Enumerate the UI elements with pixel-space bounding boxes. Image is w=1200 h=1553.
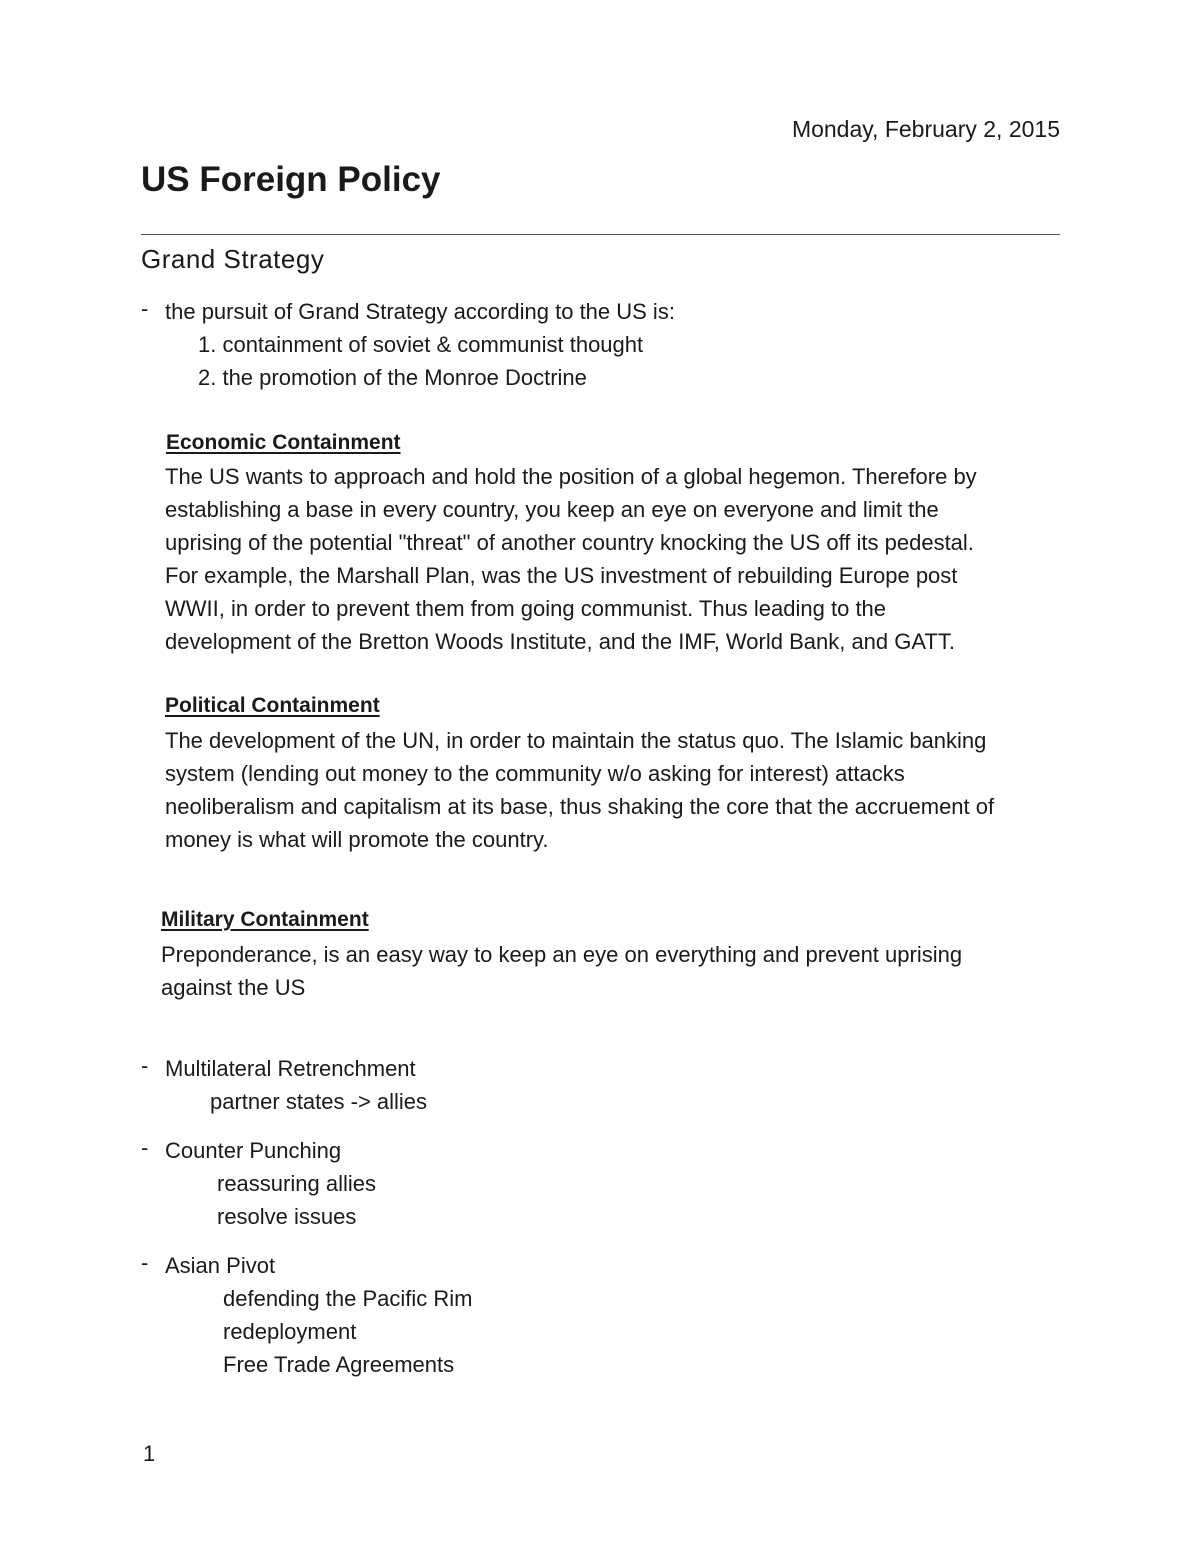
section-subtitle: Grand Strategy <box>141 244 325 274</box>
paragraph-line: development of the Bretton Woods Institute, and the IMF, World Bank, and GATT. <box>165 629 955 654</box>
military-containment-heading: Military Containment <box>161 908 369 931</box>
economic-containment-paragraph <box>165 460 977 658</box>
paragraph-line: Preponderance, is an easy way to keep an eye on everything and prevent uprising <box>161 942 963 967</box>
paragraph-line: The US wants to approach and hold the position of a global hegemon. Therefore by <box>165 464 977 489</box>
paragraph-line: against the US <box>161 975 306 1000</box>
economic-containment-heading: Economic Containment <box>166 431 401 454</box>
paragraph-line: system (lending out money to the community w/o asking for interest) attacks <box>165 761 905 786</box>
paragraph-line: The development of the UN, in order to maintain the status quo. The Islamic banking <box>165 728 987 753</box>
intro-item-1: 1. containment of soviet & communist thought <box>198 332 644 357</box>
paragraph-line: money is what will promote the country. <box>165 827 549 852</box>
paragraph-line: uprising of the potential "threat" of another country knocking the US off its pedestal. <box>165 530 974 555</box>
page-title: US Foreign Policy <box>141 160 441 199</box>
title-divider <box>141 234 1060 235</box>
political-containment-paragraph <box>165 724 994 856</box>
bullet-sub-item: Free Trade Agreements <box>223 1352 455 1377</box>
paragraph-line: For example, the Marshall Plan, was the US investment of rebuilding Europe post <box>165 563 958 588</box>
bullet-sub-item: partner states -> allies <box>210 1089 428 1114</box>
political-containment-heading: Political Containment <box>165 694 380 717</box>
bullet-dash: - <box>141 1135 149 1160</box>
bullet-dash: - <box>141 296 149 321</box>
bullet-label: Multilateral Retrenchment <box>165 1056 416 1081</box>
military-containment-paragraph <box>161 938 962 1004</box>
bullet-dash: - <box>141 1053 149 1078</box>
page-number: 1 <box>143 1441 156 1466</box>
bullet-label: Counter Punching <box>165 1138 342 1163</box>
bullet-sub-item: defending the Pacific Rim <box>223 1286 473 1311</box>
document-date: Monday, February 2, 2015 <box>791 116 1060 142</box>
bullet-sub-item: reassuring allies <box>217 1171 376 1196</box>
bullet-dash: - <box>141 1250 149 1275</box>
paragraph-line: establishing a base in every country, you keep an eye on everyone and limit the <box>165 497 939 522</box>
bullet-sub-item: resolve issues <box>217 1204 357 1229</box>
intro-item-2: 2. the promotion of the Monroe Doctrine <box>198 365 587 390</box>
paragraph-line: WWII, in order to prevent them from going communist. Thus leading to the <box>165 596 887 621</box>
intro-text: the pursuit of Grand Strategy according to the US is: <box>165 299 675 324</box>
paragraph-line: neoliberalism and capitalism at its base, thus shaking the core that the accruement of <box>165 794 995 819</box>
bullet-label: Asian Pivot <box>165 1253 276 1278</box>
bullet-sub-item: redeployment <box>223 1319 357 1344</box>
